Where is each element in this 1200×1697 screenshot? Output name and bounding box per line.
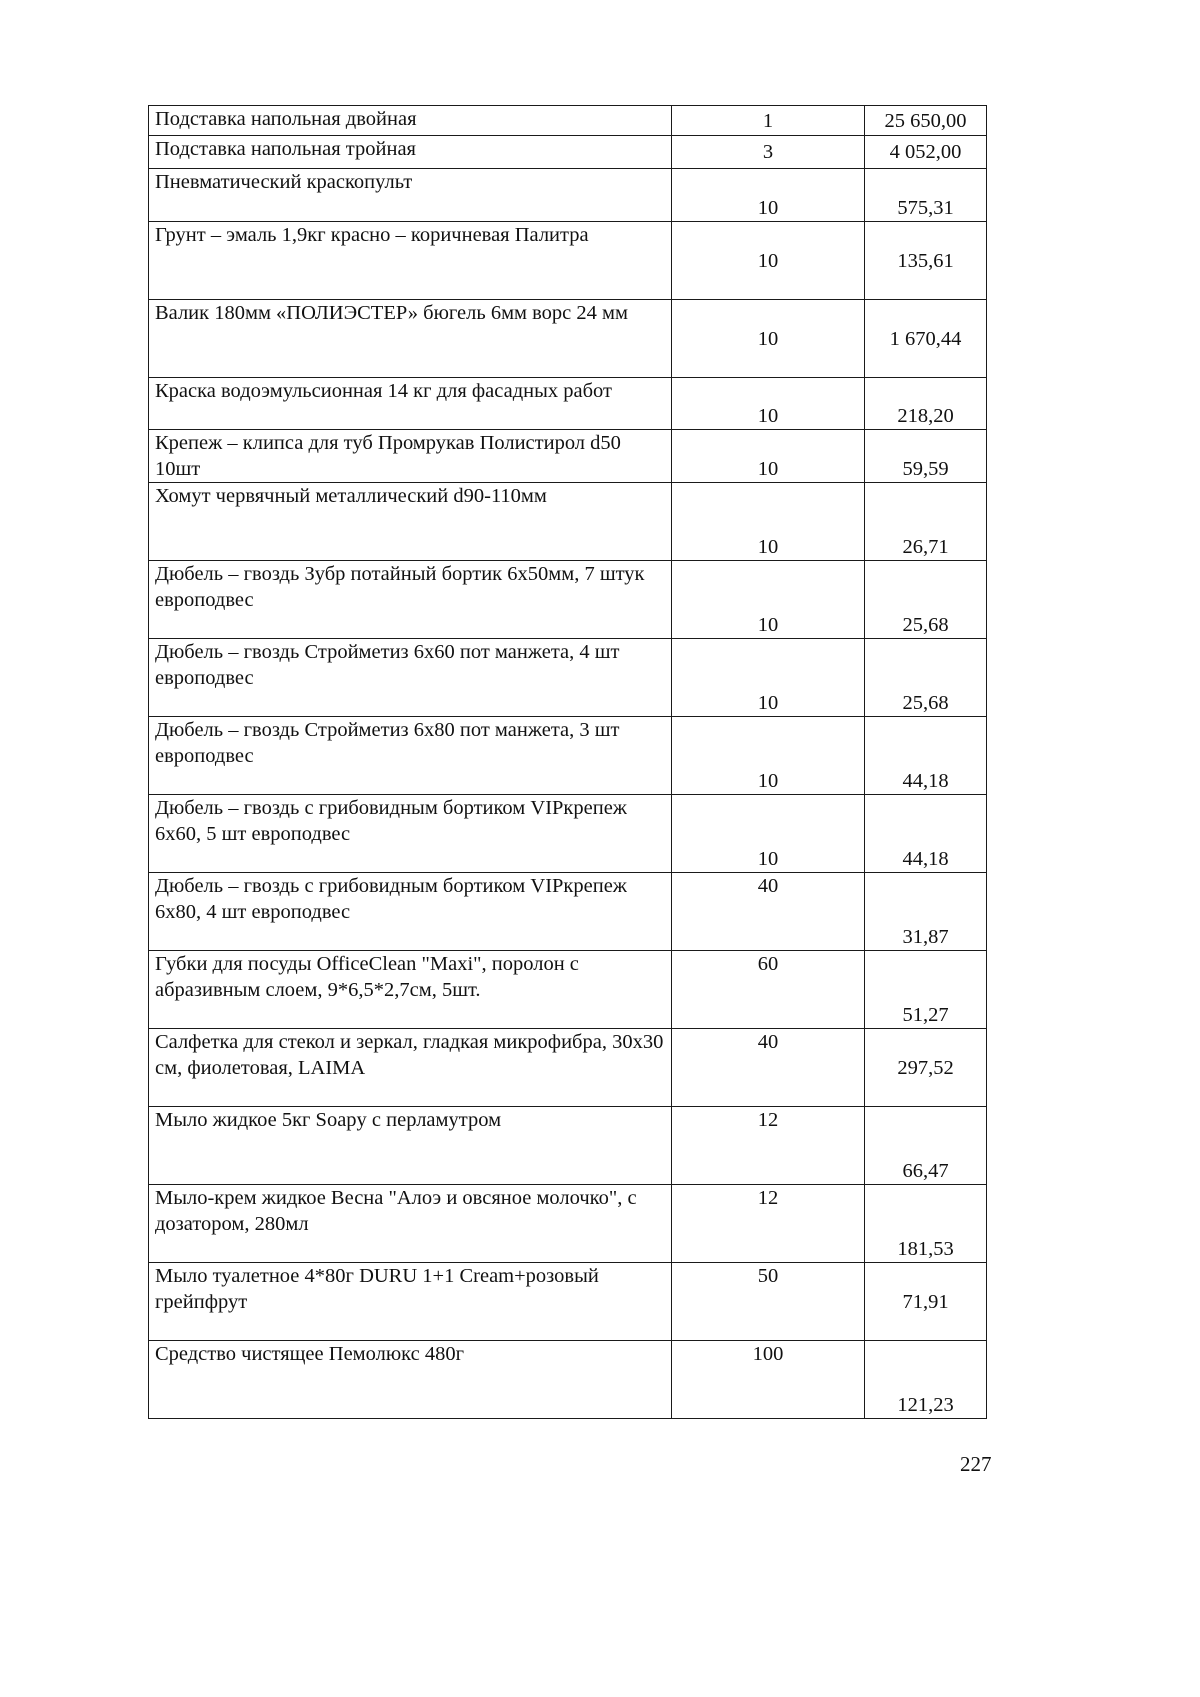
- item-qty-cell: 10: [672, 483, 865, 561]
- table-row: [149, 1107, 987, 1185]
- item-name-cell: Подставка напольная двойная: [149, 106, 672, 136]
- item-name-cell: Крепеж – клипса для туб Промрукав Полистирол d50 10шт: [149, 430, 672, 483]
- item-name-cell: Мыло туалетное 4*80г DURU 1+1 Cream+розовый грейпфрут: [149, 1263, 672, 1341]
- item-name-cell: Губки для посуды OfficeClean "Maxi", поролон с абразивным слоем, 9*6,5*2,7см, 5шт.: [149, 951, 672, 1029]
- table-row: [149, 136, 987, 169]
- price-table: [148, 105, 987, 1419]
- table-row: [149, 1185, 987, 1263]
- item-qty-cell: 10: [672, 300, 865, 378]
- item-name-cell: Краска водоэмульсионная 14 кг для фасадных работ: [149, 378, 672, 430]
- item-price-cell: 218,20: [865, 378, 987, 430]
- item-qty-cell: 10: [672, 639, 865, 717]
- item-qty-cell: 1: [672, 106, 865, 136]
- table-row: [149, 378, 987, 430]
- item-qty-cell: 50: [672, 1263, 865, 1341]
- table-row: [149, 1029, 987, 1107]
- item-name-cell: Дюбель – гвоздь с грибовидным бортиком VIPкрепеж 6х80, 4 шт европодвес: [149, 873, 672, 951]
- item-qty-cell: 10: [672, 222, 865, 300]
- table-row: [149, 430, 987, 483]
- table-row: [149, 483, 987, 561]
- item-price-cell: 575,31: [865, 169, 987, 222]
- item-price-cell: 181,53: [865, 1185, 987, 1263]
- item-qty-cell: 40: [672, 1029, 865, 1107]
- item-price-cell: 66,47: [865, 1107, 987, 1185]
- item-price-cell: 59,59: [865, 430, 987, 483]
- item-name-cell: Хомут червячный металлический d90-110мм: [149, 483, 672, 561]
- item-price-cell: 4 052,00: [865, 136, 987, 169]
- item-qty-cell: 40: [672, 873, 865, 951]
- item-qty-cell: 3: [672, 136, 865, 169]
- item-qty-cell: 10: [672, 378, 865, 430]
- table-row: [149, 951, 987, 1029]
- table-row: [149, 300, 987, 378]
- item-name-cell: Дюбель – гвоздь с грибовидным бортиком VIPкрепеж 6х60, 5 шт европодвес: [149, 795, 672, 873]
- item-price-cell: 1 670,44: [865, 300, 987, 378]
- table-row: [149, 795, 987, 873]
- item-name-cell: Средство чистящее Пемолюкс 480г: [149, 1341, 672, 1419]
- item-qty-cell: 100: [672, 1341, 865, 1419]
- page-number: 227: [960, 1452, 992, 1476]
- item-name-cell: Дюбель – гвоздь Стройметиз 6х80 пот манжета, 3 шт европодвес: [149, 717, 672, 795]
- item-qty-cell: 60: [672, 951, 865, 1029]
- item-name-cell: Дюбель – гвоздь Стройметиз 6х60 пот манжета, 4 шт европодвес: [149, 639, 672, 717]
- item-price-cell: 25 650,00: [865, 106, 987, 136]
- item-name-cell: Подставка напольная тройная: [149, 136, 672, 169]
- table-row: [149, 873, 987, 951]
- item-price-cell: 121,23: [865, 1341, 987, 1419]
- item-qty-cell: 10: [672, 795, 865, 873]
- item-name-cell: Дюбель – гвоздь Зубр потайный бортик 6х50мм, 7 штук европодвес: [149, 561, 672, 639]
- item-name-cell: Валик 180мм «ПОЛИЭСТЕР» бюгель 6мм ворс 24 мм: [149, 300, 672, 378]
- table-row: [149, 1263, 987, 1341]
- table-row: [149, 222, 987, 300]
- item-price-cell: 135,61: [865, 222, 987, 300]
- table-row: [149, 169, 987, 222]
- item-qty-cell: 12: [672, 1185, 865, 1263]
- item-price-cell: 26,71: [865, 483, 987, 561]
- table-row: [149, 1341, 987, 1419]
- item-qty-cell: 10: [672, 430, 865, 483]
- item-qty-cell: 10: [672, 561, 865, 639]
- item-qty-cell: 10: [672, 717, 865, 795]
- table-row: [149, 106, 987, 136]
- item-qty-cell: 10: [672, 169, 865, 222]
- table-row: [149, 561, 987, 639]
- item-name-cell: Пневматический краскопульт: [149, 169, 672, 222]
- item-price-cell: 25,68: [865, 639, 987, 717]
- table-row: [149, 639, 987, 717]
- item-name-cell: Мыло жидкое 5кг Soapy с перламутром: [149, 1107, 672, 1185]
- item-price-cell: 25,68: [865, 561, 987, 639]
- item-price-cell: 44,18: [865, 717, 987, 795]
- item-price-cell: 44,18: [865, 795, 987, 873]
- item-name-cell: Мыло-крем жидкое Весна "Алоэ и овсяное молочко", с дозатором, 280мл: [149, 1185, 672, 1263]
- item-price-cell: 31,87: [865, 873, 987, 951]
- item-price-cell: 71,91: [865, 1263, 987, 1341]
- item-name-cell: Грунт – эмаль 1,9кг красно – коричневая Палитра: [149, 222, 672, 300]
- price-table-body: [149, 106, 987, 1419]
- item-price-cell: 297,52: [865, 1029, 987, 1107]
- table-row: [149, 717, 987, 795]
- item-name-cell: Салфетка для стекол и зеркал, гладкая микрофибра, 30х30 см, фиолетовая, LAIMA: [149, 1029, 672, 1107]
- item-price-cell: 51,27: [865, 951, 987, 1029]
- item-qty-cell: 12: [672, 1107, 865, 1185]
